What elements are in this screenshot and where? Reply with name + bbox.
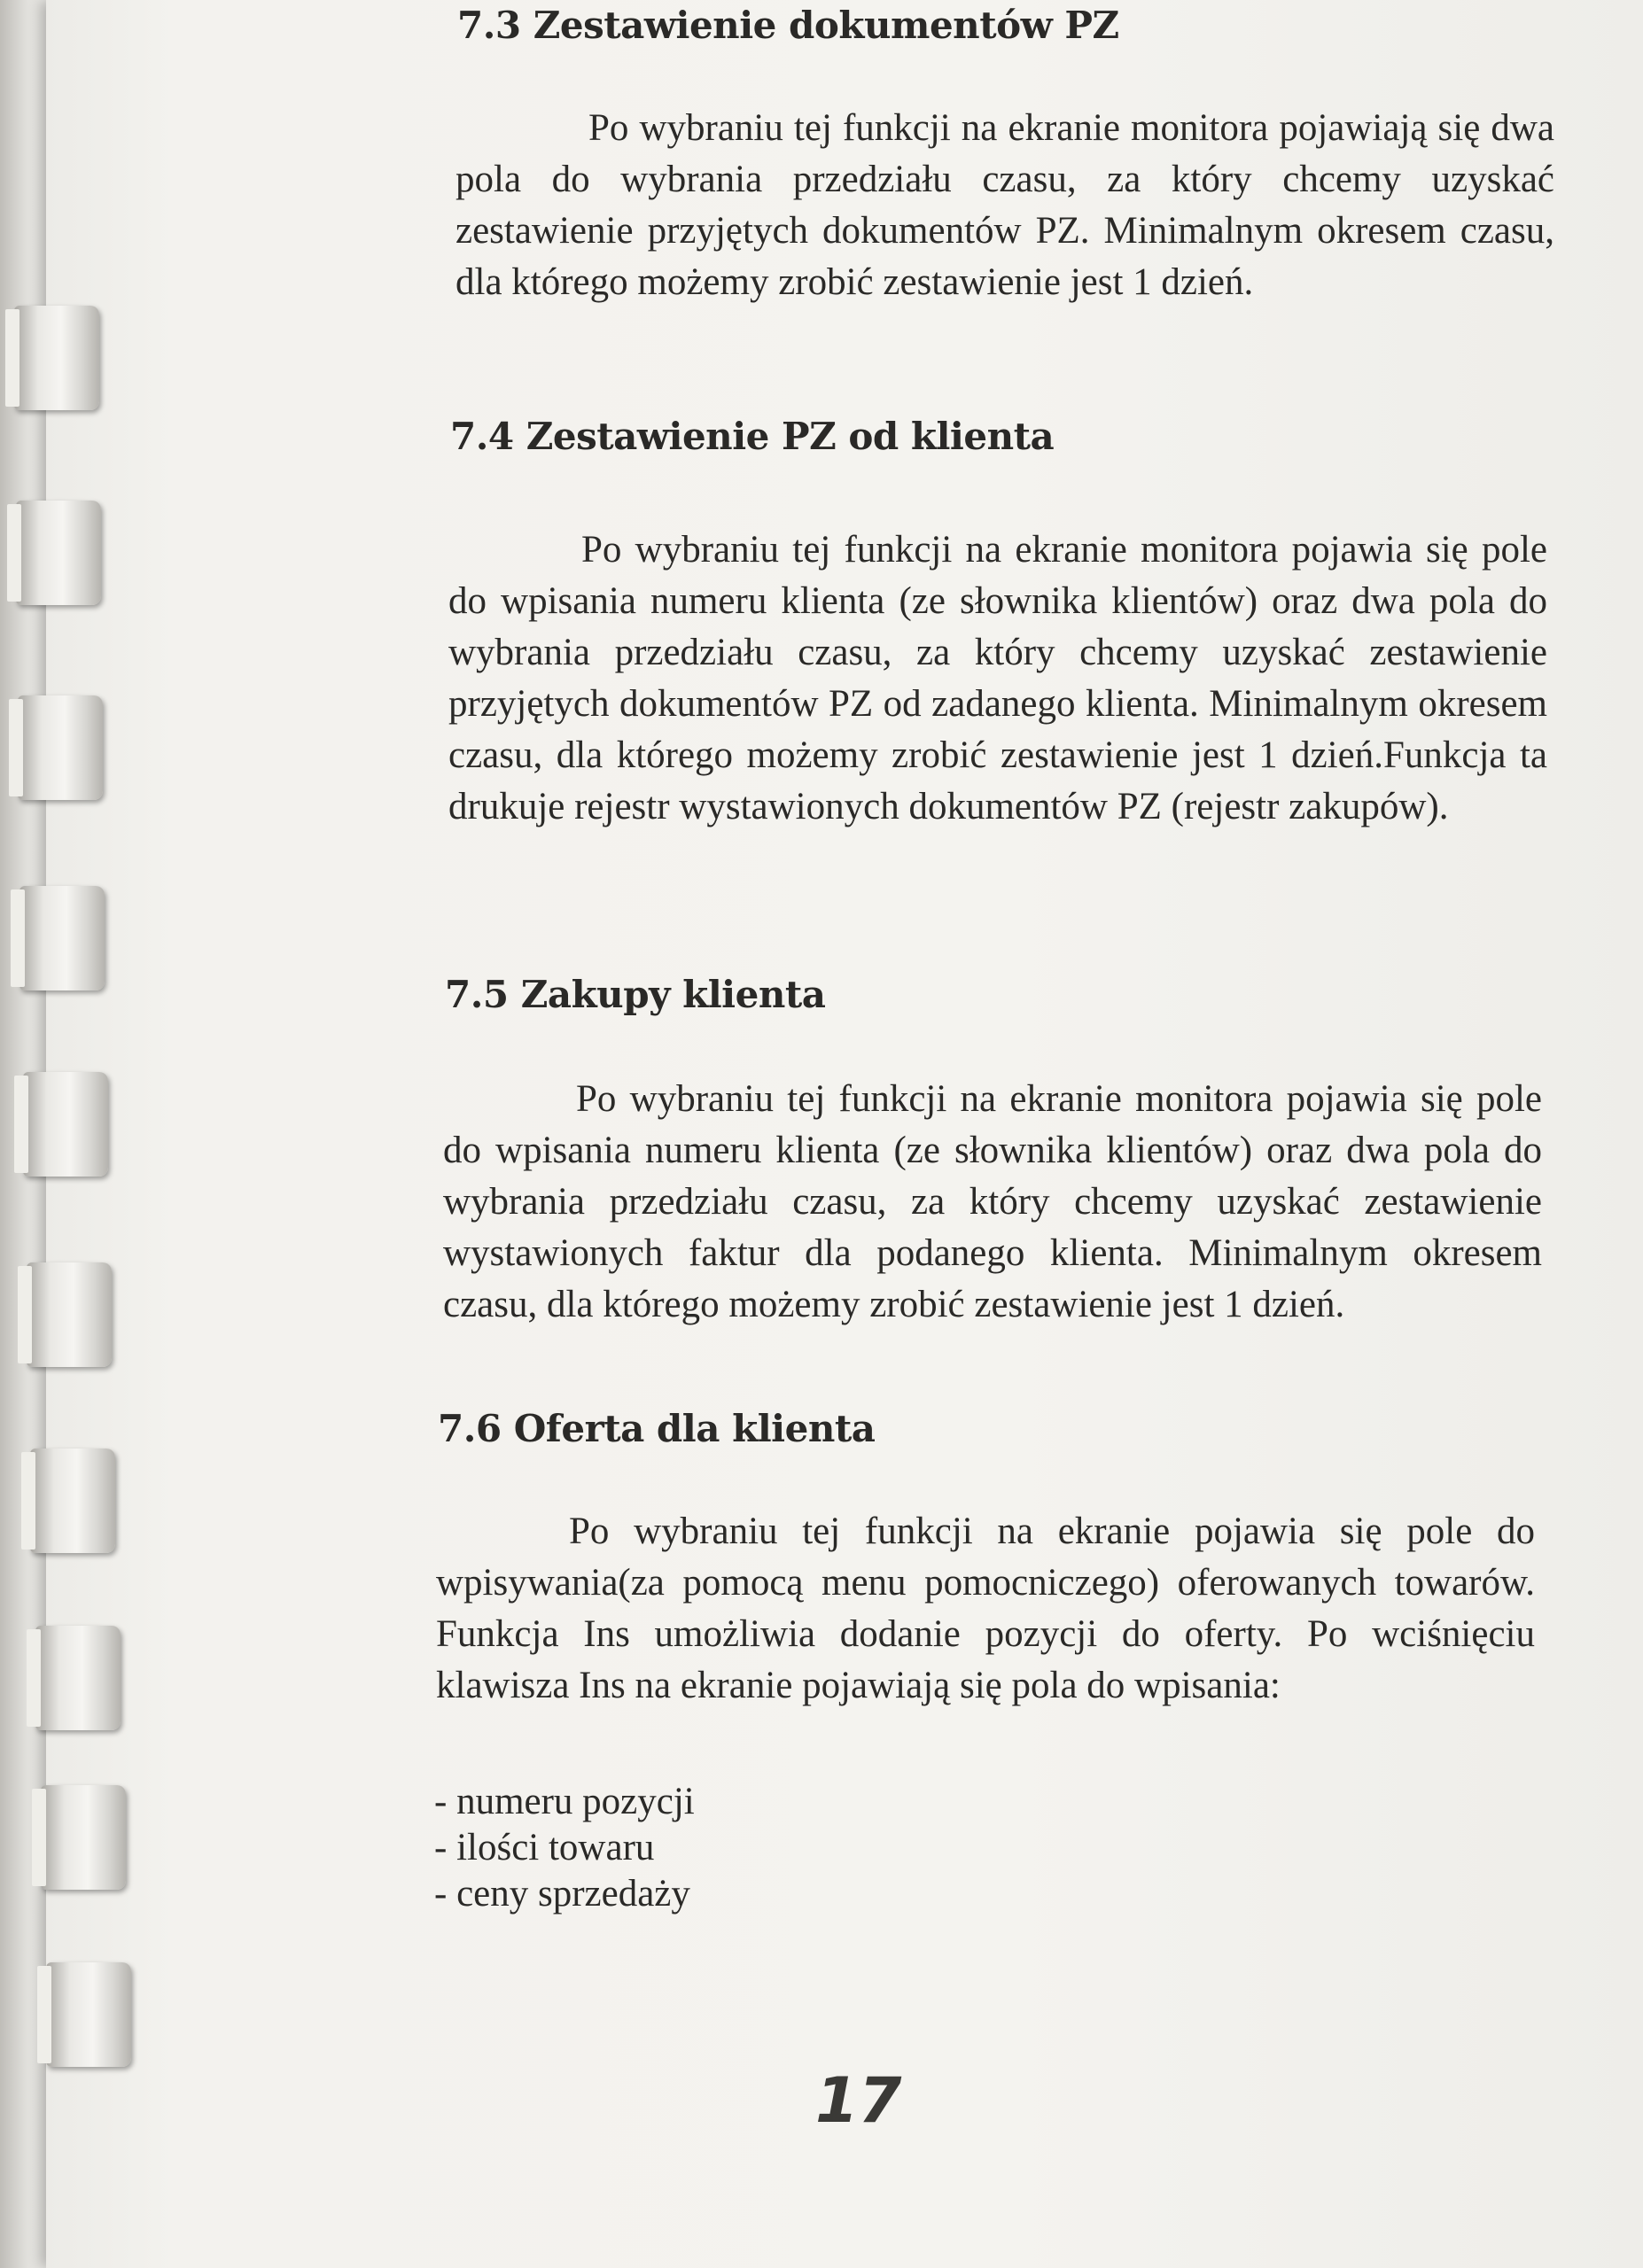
- section-heading: 7.4 Zestawienie PZ od klienta: [450, 415, 1055, 458]
- section-heading: 7.3 Zestawienie dokumentów PZ: [457, 4, 1119, 47]
- list-item: - numeru pozycji: [434, 1781, 695, 1822]
- binding-ring: [27, 1262, 112, 1367]
- binding-ring: [14, 306, 99, 410]
- binding-ring: [18, 695, 103, 800]
- section-heading: 7.6 Oferta dla klienta: [438, 1407, 876, 1450]
- binding-ring: [41, 1785, 126, 1890]
- section-paragraph: Po wybraniu tej funkcji na ekranie monitora pojawiają się dwa pola do wybrania przedziału czasu, za który chcemy uzyskać zestawienie przyjętych dokumentów PZ. Minimalnym okresem czasu, dla którego możemy zrobić zestawienie jest 1 dzień.: [456, 107, 1554, 303]
- section-paragraph: Po wybraniu tej funkcji na ekranie monitora pojawia się pole do wpisania numeru klienta (ze słownika klientów) oraz dwa pola do wybrania przedziału czasu, za który chcemy uzyskać zestawienie wystawionych faktur dla podanego klienta. Minimalnym okresem czasu, dla którego możemy zrobić zestawienie jest 1 dzień.: [443, 1078, 1542, 1325]
- spiral-binding: [0, 0, 177, 2268]
- section-paragraph: Po wybraniu tej funkcji na ekranie monitora pojawia się pole do wpisania numeru klienta (ze słownika klientów) oraz dwa pola do wybrania przedziału czasu, za który chcemy uzyskać zestawienie przyjętych dokumentów PZ od zadanego klienta. Minimalnym okresem czasu, dla którego możemy zrobić zestawienie jest 1 dzień.Funkcja ta drukuje rejestr wystawionych dokumentów PZ (rejestr zakupów).: [448, 529, 1547, 827]
- binding-ring: [16, 501, 101, 605]
- binding-ring: [19, 886, 105, 990]
- field-list: [434, 1779, 695, 1917]
- list-item: - ceny sprzedaży: [434, 1873, 690, 1915]
- binding-ring: [30, 1449, 115, 1553]
- page-number: 17: [815, 2064, 902, 2137]
- list-item: - ilości towaru: [434, 1827, 655, 1868]
- binding-ring: [35, 1626, 121, 1730]
- section-heading: 7.5 Zakupy klienta: [445, 973, 826, 1016]
- section-paragraph: Po wybraniu tej funkcji na ekranie pojawia się pole do wpisywania(za pomocą menu pomocniczego) oferowanych towarów. Funkcja Ins umożliwia dodanie pozycji do oferty. Po wciśnięciu klawisza Ins na ekranie pojawiają się pola do wpisania:: [436, 1511, 1535, 1706]
- binding-ring: [46, 1962, 131, 2067]
- binding-ring: [23, 1072, 108, 1177]
